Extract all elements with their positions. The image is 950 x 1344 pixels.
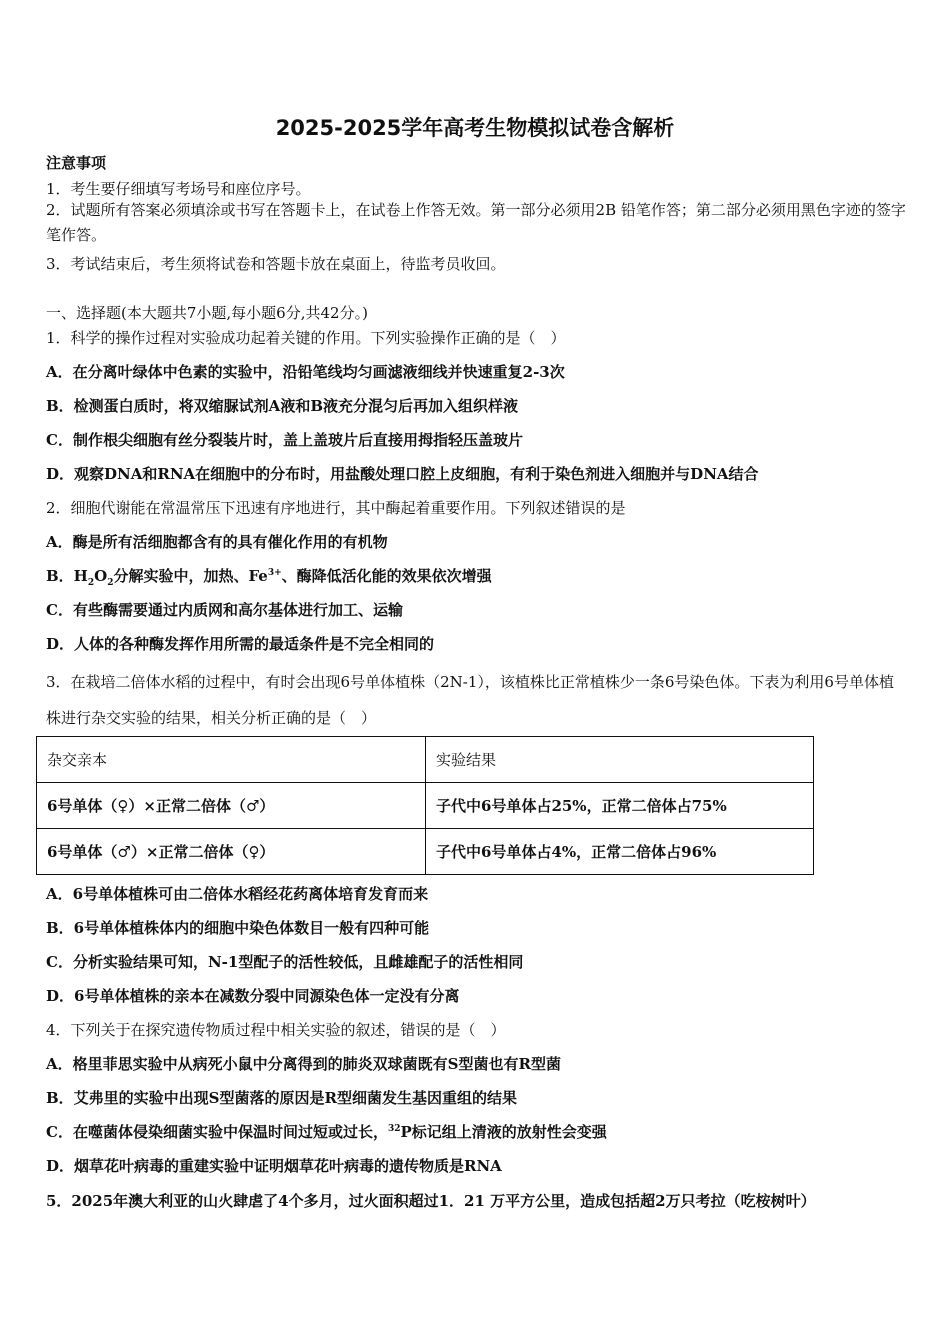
- q2-stem: 2．细胞代谢能在常温常压下迅速有序地进行，其中酶起着重要作用。下列叙述错误的是: [46, 499, 626, 517]
- q4-stem: 4．下列关于在探究遗传物质过程中相关实验的叙述，错误的是（ ）: [46, 1021, 506, 1039]
- q1-option-a: A．在分离叶绿体中色素的实验中，沿铅笔线均匀画滤液细线并快速重复2-3次: [46, 363, 565, 381]
- table-cell: 子代中6号单体占4%，正常二倍体占96%: [426, 829, 814, 875]
- notice-item-1: 1．考生要仔细填写考场号和座位序号。: [46, 180, 311, 198]
- q3-option-d: D．6号单体植株的亲本在减数分裂中同源染色体一定没有分离: [46, 987, 460, 1005]
- q2-option-b: B．$H_2O_2$分解实验中，加热、$Fe^{3+}$、酶降低活化能的效果依次增强: [46, 567, 492, 588]
- table-cell: 6号单体（♂）×正常二倍体（♀）: [37, 829, 426, 875]
- q3-option-c: C．分析实验结果可知，N-1型配子的活性较低，且雌雄配子的活性相同: [46, 953, 524, 971]
- exam-title: 2025-2025学年高考生物模拟试卷含解析: [275, 116, 675, 140]
- table-cell: 子代中6号单体占25%，正常二倍体占75%: [426, 783, 814, 829]
- q1-option-d: D．观察DNA和RNA在细胞中的分布时，用盐酸处理口腔上皮细胞，有利于染色剂进入细胞并与DNA结合: [46, 465, 759, 483]
- q3-option-b: B．6号单体植株体内的细胞中染色体数目一般有四种可能: [46, 919, 430, 937]
- q2-option-a: A．酶是所有活细胞都含有的具有催化作用的有机物: [46, 533, 388, 551]
- table-cell: 6号单体（♀）×正常二倍体（♂）: [37, 783, 426, 829]
- q5-stem: 5．2025年澳大利亚的山火肆虐了4个多月，过火面积超过1．21 万平方公里，造成包括超2万只考拉（吃桉树叶）: [46, 1192, 816, 1210]
- q1-stem: 1．科学的操作过程对实验成功起着关键的作用。下列实验操作正确的是（ ）: [46, 329, 566, 347]
- q1-option-b: B．检测蛋白质时，将双缩脲试剂A液和B液充分混匀后再加入组织样液: [46, 397, 518, 415]
- q2-option-c: C．有些酶需要通过内质网和高尔基体进行加工、运输: [46, 601, 403, 619]
- q4-option-c: C．在噬菌体侵染细菌实验中保温时间过短或过长，$^{32}$P标记组上清液的放射性会变强: [46, 1123, 607, 1141]
- table-header-cell: 实验结果: [426, 737, 814, 783]
- table-row: [37, 829, 814, 875]
- table-row: [37, 783, 814, 829]
- notice-heading: 注意事项: [46, 154, 107, 172]
- notice-item-3: 3．考试结束后，考生须将试卷和答题卡放在桌面上，待监考员收回。: [46, 255, 506, 273]
- q4-option-a: A．格里菲思实验中从病死小鼠中分离得到的肺炎双球菌既有S型菌也有R型菌: [46, 1055, 561, 1073]
- table-header-row: [37, 737, 814, 783]
- table-header-cell: 杂交亲本: [37, 737, 426, 783]
- q3-option-a: A．6号单体植株可由二倍体水稻经花药离体培育发育而来: [46, 885, 429, 903]
- q4-option-b: B．艾弗里的实验中出现S型菌落的原因是R型细菌发生基因重组的结果: [46, 1089, 517, 1107]
- q4-option-d: D．烟草花叶病毒的重建实验中证明烟草花叶病毒的遗传物质是RNA: [46, 1157, 502, 1175]
- q3-stem: 3．在栽培二倍体水稻的过程中，有时会出现6号单体植株（2N-1），该植株比正常植株少一条6号染色体。下表为利用6号单体植株进行杂交实验的结果，相关分析正确的是（ ）: [46, 673, 894, 727]
- q1-option-c: C．制作根尖细胞有丝分裂装片时，盖上盖玻片后直接用拇指轻压盖玻片: [46, 431, 523, 449]
- q3-table: [36, 736, 814, 875]
- section-heading: 一、选择题(本大题共7小题,每小题6分,共42分。): [46, 304, 368, 322]
- q2-option-d: D．人体的各种酶发挥作用所需的最适条件是不完全相同的: [46, 635, 435, 653]
- notice-item-2: 2．试题所有答案必须填涂或书写在答题卡上，在试卷上作答无效。第一部分必须用2B 铅笔作答；第二部分必须用黑色字迹的签字笔作答。: [46, 201, 906, 244]
